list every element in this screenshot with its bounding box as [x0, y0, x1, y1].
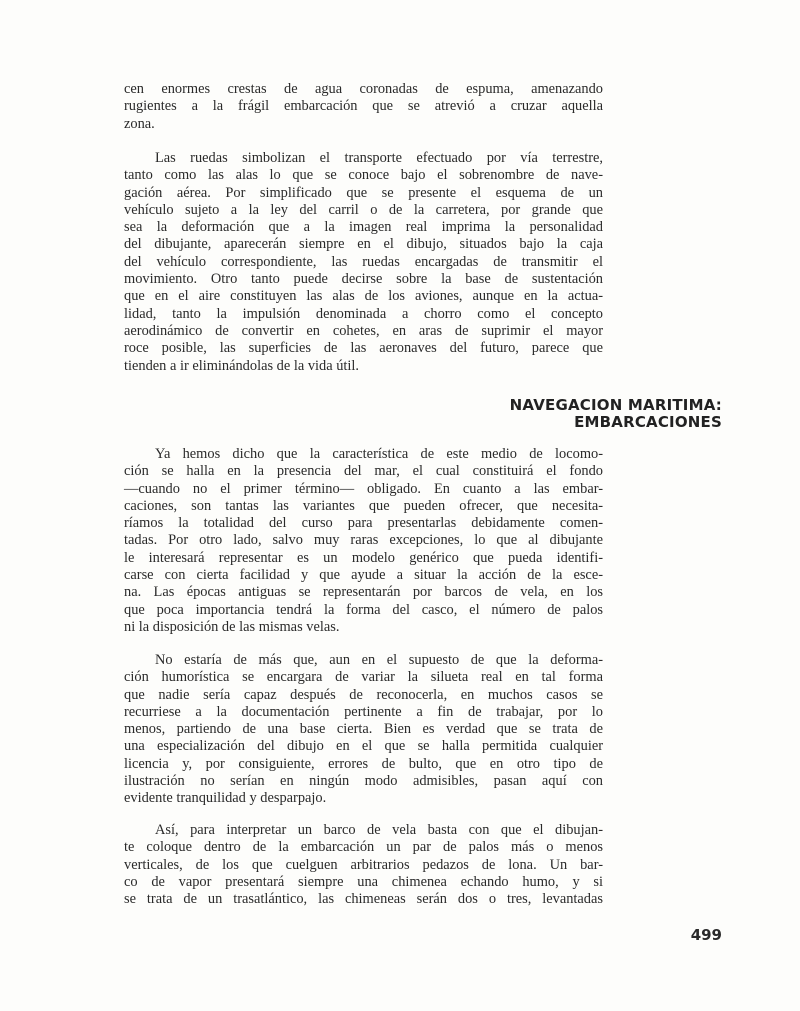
text-line: menos, partiendo de una base cierta. Bien es verdad que se trata de [124, 721, 603, 738]
text-line: na. Las épocas antiguas se representarán por barcos de vela, en los [124, 584, 603, 601]
text-line: que en el aire constituyen las alas de los aviones, aunque en la actua- [124, 288, 603, 305]
text-line: aerodinámico de convertir en cohetes, en aras de suprimir el mayor [124, 322, 603, 339]
text-line: recurriese a la documentación pertinente a fin de trabajar, por lo [124, 703, 603, 720]
text-line: Ya hemos dicho que la característica de este medio de locomo- [155, 446, 603, 462]
text-line: del vehículo correspondiente, las ruedas encargadas de transmitir el [124, 253, 603, 270]
text-line: caciones, son tantas las variantes que pueden ofrecer, que necesita- [124, 497, 603, 514]
text-line: te coloque dentro de la embarcación un par de palos más o menos [124, 839, 603, 856]
text-line: del dibujante, aparecerán siempre en el dibujo, situados bajo la caja [124, 236, 603, 253]
text-line: ción humorística se encargara de variar la silueta real en tal forma [124, 669, 603, 686]
text-line: ción se halla en la presencia del mar, el cual constituirá el fondo [124, 463, 603, 480]
text-line: que poca importancia tendrá la forma del casco, el número de palos [124, 601, 603, 618]
text-line: ríamos la totalidad del curso para presentarlas debidamente comen- [124, 515, 603, 532]
paragraph-wheels [124, 150, 603, 375]
paragraph-deformation [124, 652, 603, 808]
text-line: Las ruedas simbolizan el transporte efectuado por vía terrestre, [155, 150, 603, 166]
text-line: una especialización del dibujo en el que se halla permitida cualquier [124, 738, 603, 755]
section-heading-line-1: NAVEGACION MARITIMA: [509, 396, 722, 414]
text-line: co de vapor presentará siempre una chimenea echando humo, y si [124, 873, 603, 890]
text-line: gación aérea. Por simplificado que se presente el esquema de un [124, 184, 603, 201]
text-line: ni la disposición de las mismas velas. [124, 618, 340, 635]
text-line: Así, para interpretar un barco de vela basta con que el dibujan- [155, 822, 603, 838]
text-line: vehículo sujeto a la ley del carril o de la carretera, por grande que [124, 201, 603, 218]
text-line: tadas. Por otro lado, salvo muy raras excepciones, lo que al dibujante [124, 532, 603, 549]
section-heading-line-2: EMBARCACIONES [574, 413, 722, 431]
paragraph-continuation [124, 81, 603, 133]
text-line: sea la deformación que a la imagen real imprima la personalidad [124, 219, 603, 236]
text-line: le interesará representar es un modelo genérico que pueda identifi- [124, 549, 603, 566]
text-line: zona. [124, 115, 155, 132]
text-line: cen enormes crestas de agua coronadas de espuma, amenazando [124, 81, 603, 97]
text-line: movimiento. Otro tanto puede decirse sobre la base de sustentación [124, 271, 603, 288]
text-line: tienden a ir eliminándolas de la vida útil. [124, 357, 359, 374]
text-line: —cuando no el primer término— obligado. En cuanto a las embar- [124, 480, 603, 497]
text-line: evidente tranquilidad y desparpajo. [124, 790, 327, 807]
text-line: carse con cierta facilidad y que ayude a situar la acción de la esce- [124, 567, 603, 584]
text-line: tanto como las alas lo que se conoce bajo el sobrenombre de nave- [124, 167, 603, 184]
text-line: lidad, tanto la impulsión denominada a chorro como el concepto [124, 305, 603, 322]
paragraph-ships [124, 822, 603, 908]
text-line: se trata de un trasatlántico, las chimeneas serán dos o tres, levantadas [124, 891, 603, 908]
page-number: 499 [690, 926, 722, 944]
text-line: licencia y, por consiguiente, errores de bulto, que en otro tipo de [124, 755, 603, 772]
text-line: verticales, de los que cuelguen arbitrarios pedazos de lona. Un bar- [124, 856, 603, 873]
text-line: roce posible, las superficies de las aeronaves del futuro, parece que [124, 340, 603, 357]
section-heading [510, 397, 722, 431]
text-line: que nadie sería capaz después de reconocerla, en muchos casos se [124, 686, 603, 703]
text-line: rugientes a la frágil embarcación que se atrevió a cruzar aquella [124, 98, 603, 115]
paragraph-maritime [124, 446, 603, 636]
text-line: No estaría de más que, aun en el supuesto de que la deforma- [155, 652, 603, 668]
text-line: ilustración no serían en ningún modo admisibles, pasan aquí con [124, 773, 603, 790]
